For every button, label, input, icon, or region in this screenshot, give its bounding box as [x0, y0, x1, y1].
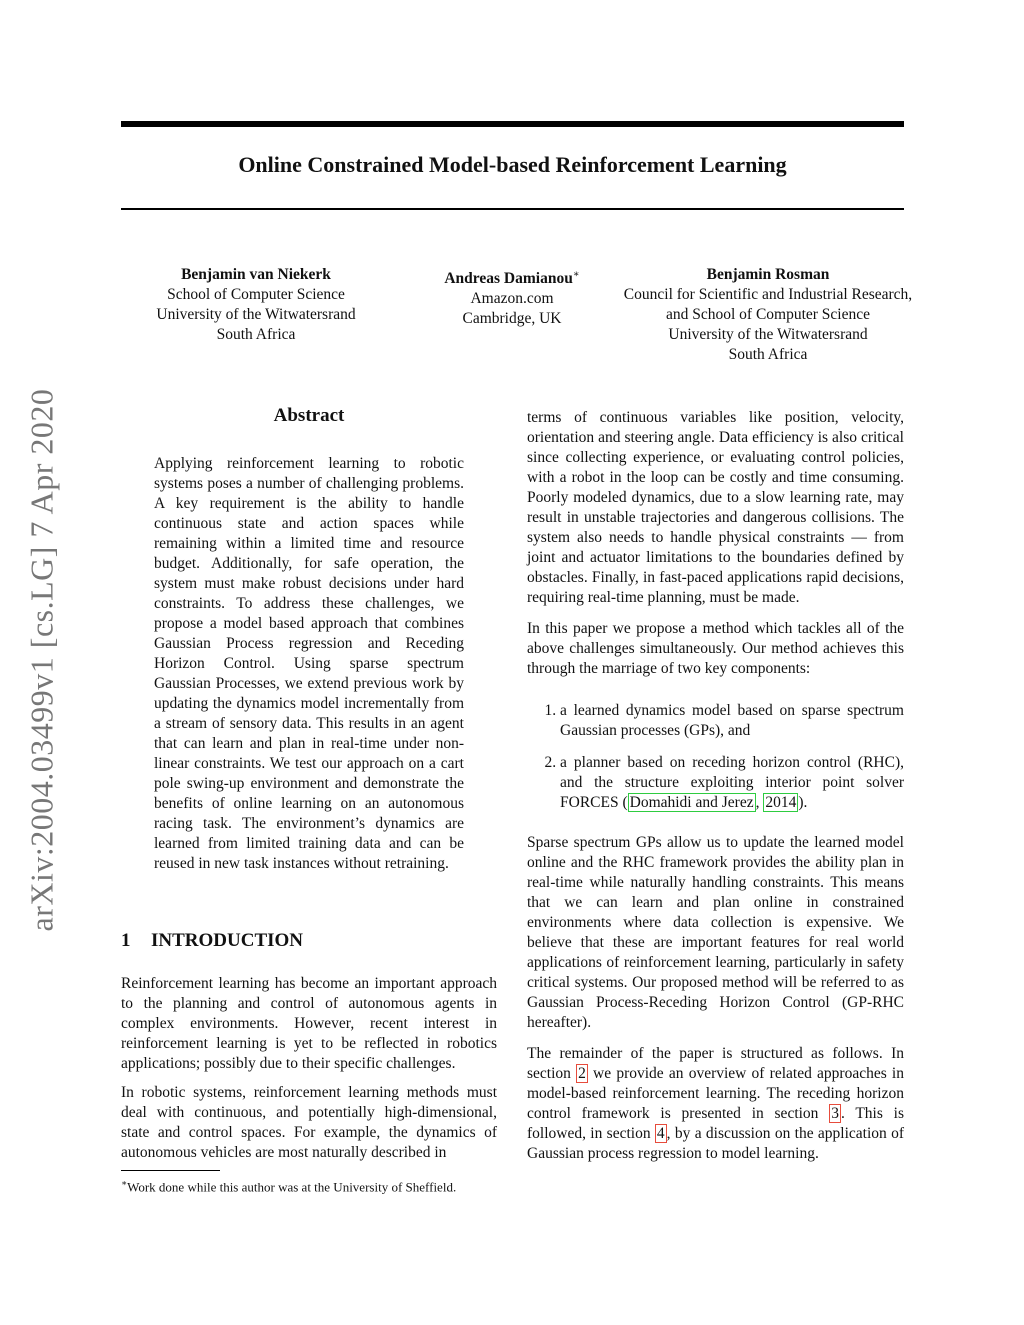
author-affiliation: School of Computer Science: [167, 286, 345, 303]
list-text: ,: [755, 794, 764, 811]
author-affiliation: Cambridge, UK: [462, 310, 562, 328]
author-affiliation: Amazon.com: [470, 290, 554, 308]
citation-link[interactable]: Domahidi and Jerez: [629, 794, 754, 811]
title-rule: [121, 208, 904, 210]
footnote-text: Work done while this author was at the University of Sheffield.: [127, 1179, 457, 1195]
paragraph: In this paper we propose a method which tackles all of the above challenges simultaneously. Our method achieves this through the marriage of two key components:: [527, 620, 904, 677]
paper-title: Online Constrained Model-based Reinforcement Learning: [238, 152, 787, 177]
citation-link[interactable]: 2014: [765, 794, 797, 811]
author-block-3: [604, 265, 932, 365]
footnote-rule: [121, 1170, 220, 1171]
paragraph: In robotic systems, reinforcement learning methods must deal with continuous, and potentially high-dimensional, state and control spaces. For example, the dynamics of autonomous vehicles are most naturally described in: [121, 1084, 497, 1161]
top-rule: [121, 121, 904, 127]
author-affiliation: Council for Scientific and Industrial Research,: [623, 286, 913, 303]
footnote: [121, 1174, 497, 1196]
intro-left-column: [121, 974, 497, 1172]
section-number: 1: [121, 930, 131, 951]
paragraph-text: , by a discussion on the application of Gaussian process regression to model learning.: [527, 1125, 905, 1162]
paragraph: Reinforcement learning has become an important approach to the planning and control of autonomous agents in complex environments. However, recent interest in reinforcement learning is yet to be reflected in robotics applications; possibly due to their specific challenges.: [121, 975, 497, 1072]
author-name: [420, 265, 604, 289]
section-ref-link[interactable]: 2: [578, 1065, 586, 1082]
author-name: Benjamin Rosman: [706, 266, 830, 283]
author-affiliation: University of the Witwatersrand: [156, 306, 356, 323]
abstract-text: Applying reinforcement learning to robotic systems poses a number of challenging problems. A key requirement is the ability to handle continuous state and action spaces while remaining within a limited time and resource budget. Additionally, for safe operation, the system must make robust decisions under hard constraints. To address these challenges, we propose a model based approach that combines Gaussian Process regression and Receding Horizon Control. Using sparse spectrum Gaussian Processes, we extend previous work by updating the dynamics model incrementally from a stream of sensory data. This results in an agent that can learn and plan in real-time under non-linear constraints. We test our approach on a cart pole swing-up environment and demonstrate the benefits of online learning on an autonomous racing task. The environment’s dynamics are learned from limited training data and can be reused in new task instances without retraining.: [154, 455, 464, 872]
author-affiliation: University of the Witwatersrand: [668, 326, 868, 343]
paragraph-text: we provide an overview of related approaches in model-based reinforcement learning. The receding horizon control framework is presented in section: [527, 1065, 904, 1122]
author-block-1: [120, 265, 392, 345]
author-affiliation: South Africa: [728, 346, 808, 363]
list-item: [560, 753, 904, 813]
list-text: ).: [798, 794, 808, 811]
list-item: 1. a learned dynamics model based on sparse spectrum Gaussian processes (GPs), and: [560, 701, 904, 741]
section-title: INTRODUCTION: [151, 930, 304, 951]
paragraph: [527, 1044, 904, 1164]
author-name-text: Andreas Damianou: [444, 270, 573, 288]
paragraph: terms of continuous variables like position, velocity, orientation and steering angle. Data efficiency is also critical since collecting experience, or evaluating control policies, with a robot in the loop can be costly and time consuming. Poorly modeled dynamics, due to a slow learning rate, may result in unstable trajectories and dangerous collisions. The system also needs to handle physical constraints — from joint and actuator limitations to the boundaries defined by obstacles. Finally, in fast-paced applications rapid decisions, requiring real-time planning, must be made.: [527, 409, 904, 606]
paragraph-text: . This is followed, in section: [527, 1105, 904, 1142]
author-affiliation: and School of Computer Science: [665, 306, 871, 323]
footnote-marker: ∗: [572, 269, 580, 280]
intro-right-column: [527, 408, 904, 1175]
arxiv-identifier[interactable]: arXiv:2004.03499v1 [cs.LG] 7 Apr 2020: [23, 388, 60, 932]
paragraph: Sparse spectrum GPs allow us to update the learned model online and the RHC framework provides the ability plan in real-time while naturally handling constraints. This means that we can learn and plan online in constrained environments where data collection is expensive. We believe that these are important features for real world applications of reinforcement learning, particularly in safety critical systems. Our proposed method will be referred to as Gaussian Process-Receding Horizon Control (GP-RHC hereafter).: [527, 834, 904, 1031]
contribution-list: [527, 701, 904, 813]
section-heading: [121, 930, 303, 952]
footnote-marker: ∗: [121, 1178, 128, 1188]
section-ref-link[interactable]: 4: [656, 1125, 665, 1142]
author-name: Benjamin van Niekerk: [181, 266, 331, 283]
author-block-2: [420, 265, 604, 329]
abstract-heading: Abstract: [273, 405, 345, 426]
author-affiliation: South Africa: [216, 326, 296, 343]
section-ref-link[interactable]: 3: [831, 1105, 839, 1122]
list-text: a planner based on receding horizon control (RHC), and the structure exploiting interior point solver FORCES (: [560, 754, 904, 811]
paragraph-text: The remainder of the paper is structured as follows. In section: [527, 1045, 904, 1082]
